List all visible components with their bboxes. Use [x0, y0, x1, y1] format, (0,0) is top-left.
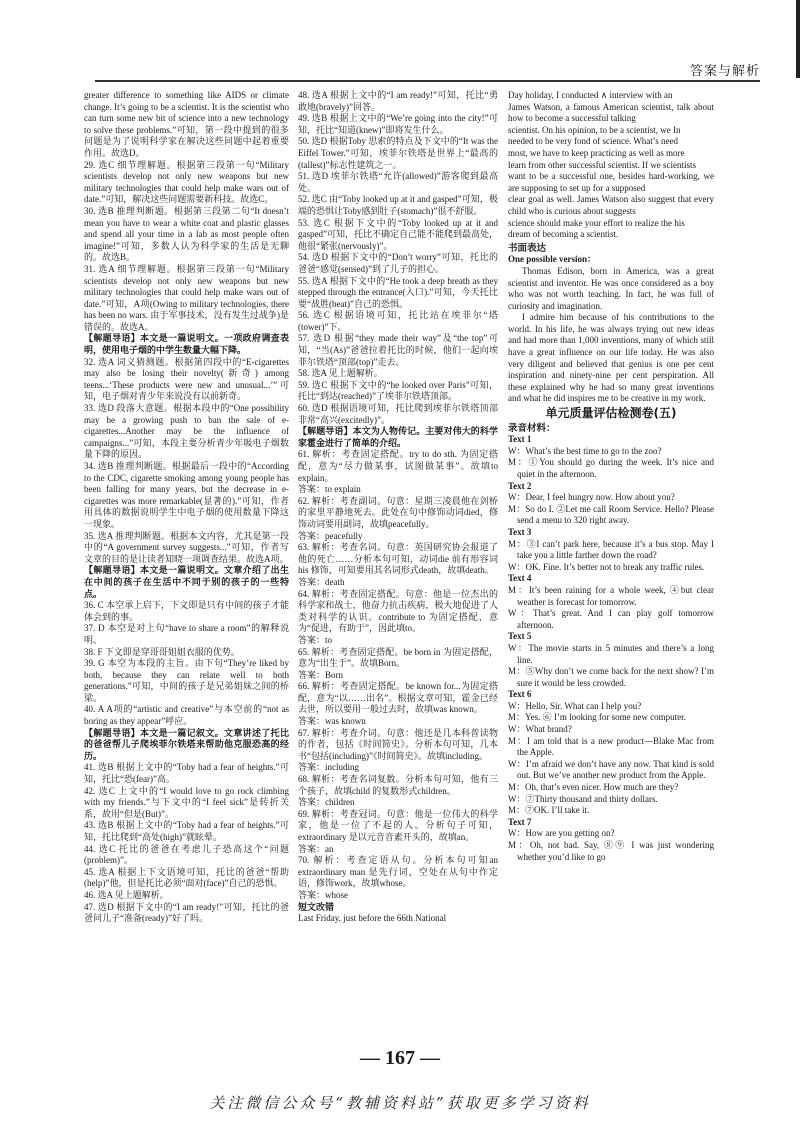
answer-item: 答案：including [298, 762, 359, 773]
dialogue-line: M：⑦OK. I’ll take it. [508, 805, 590, 816]
unit-title: 单元质量评估检测卷(五) [545, 406, 677, 421]
listening-text-label: Text 4 [508, 573, 532, 584]
answer-item: 33. 选D 段落大意题。根据本段中的“One possibility may be a growing push to ban the sale of e-cigarettes...Another may be the influence of campaigns...”可知，本段主要分析青少年吸电子烟数量下降的原因。 [84, 403, 289, 460]
dialogue-line: W：What brand? [508, 724, 572, 735]
writing-block [508, 266, 714, 405]
listening-text-label: Text 1 [508, 434, 532, 445]
answer-item: 55. 选A 根据下文中的“He took a deep breath as they stepped through the entrance(入口).”可知，今天托比要“战胜(beat)”自己的恐惧。 [298, 275, 498, 309]
dialogue-line: W：I’m afraid we don’t have any now. That kind is sold out. But we’ve another new product from the Apple. [508, 758, 714, 781]
answer-item: 答案：peacefully [298, 530, 363, 541]
answer-item: 60. 选D 根据语境可知，托比爬到埃菲尔铁塔顶部非常“高兴(excitedly)”。 [298, 403, 498, 425]
correction-line: James Watson, a famous American scientist, talk about how to become a successful talking [508, 101, 714, 124]
answer-item: 答案：to explain [298, 484, 361, 495]
header-rule [95, 80, 760, 82]
dialogue-line: W：Hello, Sir. What can I help you? [508, 700, 642, 711]
answer-item: 45. 选A 根据上下文语境可知，托比的爸爸“帮助(help)”他，但是托比必须“面对(face)”自己的恐惧。 [84, 866, 289, 889]
answer-item: 答案：was known [298, 716, 366, 727]
listening-text-label: Text 2 [508, 480, 532, 491]
dialogue-line: M：Yes. ⑥ I’m looking for some new computer. [508, 712, 686, 723]
answer-item: 31. 选A 细节理解题。根据第三段第一句“Military scientists develop not only new weapons but new military technologies that could help make wars out of date.”可知，A项(Owing to military technologies, there has been no wars. 由于军事技术，没有发生过战争)是错误的。故选A。 [84, 263, 289, 332]
answer-item: 答案：whose [298, 889, 348, 900]
listening-text-label: Text 3 [508, 526, 532, 537]
correction-line: Day holiday, I conducted ∧ interview with an [508, 90, 673, 100]
answer-item: 答案：to [298, 634, 333, 645]
answer-item: 29. 选C 细节理解题。根据第三段第一句“Military scientists develop not only new weapons but new military technologies that could help make wars out of date.”可知，解决这些问题需要新科技。故选C。 [84, 159, 289, 205]
answer-item: 30. 选B 推理判断题。根据第三段第二句“It doesn’t mean you have to wear a white coat and plastic glasses and spend all your time in a lab as most people often imagine!”可知，多数人认为科学家的生活是无聊的。故选B。 [84, 205, 289, 263]
answer-item: 65. 解析：考查固定搭配。be born in 为固定搭配，意为“出生于”。故填Born。 [298, 646, 498, 669]
listening-text-label: Text 5 [508, 631, 532, 642]
answer-item: 答案：Born [298, 669, 344, 680]
answer-item: 【解题导语】本文为人物传记。主要对伟大的科学家霍金进行了简单的介绍。 [298, 426, 498, 448]
correction-line: science should make your effort to realize the his [508, 217, 685, 228]
answer-item: 短文改错 [298, 901, 335, 912]
answer-item: 52. 选C 由“Toby looked up at it and gasped”可知，极端的恐惧让Toby感到肚子(stomach)”很不舒服。 [298, 194, 498, 216]
answer-item: 【解题导语】本文是一篇说明文。文章介绍了出生在中间的孩子在生活中不同于别的孩子的一些特点。 [84, 565, 289, 599]
answer-item: 69. 解析：考查冠词。句意：他是一位伟大的科学家，他是一位了不起的人。分析句子可知，extraordinary 是以元音音素开头的，故填an。 [298, 808, 498, 842]
answer-item: 50. 选D 根据Toby 思索的特点及下文中的“It was the Eiffel Tower.”可知，埃菲尔铁塔是世界上“最高的(tallest)”标志性建筑之一。 [298, 136, 498, 170]
answer-item: 70. 解析：考查定语从句。分析本句可知an extraordinary man 是先行词，空处在从句中作定语，修饰work，故填whose。 [298, 855, 498, 889]
answer-item: 答案：death [298, 576, 345, 587]
dialogue-line: W：⑦Thirty thousand and thirty dollars. [508, 793, 658, 804]
answer-item: 36. C 本空承上启下，下文即是只有中间的孩子才能体会到的事。 [84, 600, 289, 622]
answer-item: 68. 解析：考查名词复数。分析本句可知，他有三个孩子，故填child 的复数形式children。 [298, 774, 498, 796]
answer-item: 47. 选D 根据下文中的“I am ready!”可知，托比的爸爸问儿子“准备(ready)”好了吗。 [84, 901, 289, 924]
answer-item: 35. 选A 推理判断题。根据本文内容，尤其是第一段中的“A government survey suggests...”可知，作者写文章的目的是让读者知晓一项调查结果。故选A项。 [84, 530, 289, 564]
writing-paragraph: I admire him because of his contributions to the world. In his life, he was always trying out new ideas and had more than 1,000 inventions, many of which still have a great influence on our life today. He was also very diligent and believed that genius is one per cent inspiration and ninety-nine per cent perspiration. All these explained why he had so many great inventions and what he did inspires me to be creative in my work. [508, 312, 714, 404]
answer-item: 56. 选C 根据语境可知，托比站在埃菲尔“塔(tower)”下。 [298, 310, 498, 332]
dialogue-line: M：It’s been raining for a whole week, ④but clear weather is forecast for tomorrow. [508, 584, 714, 607]
answer-item: 46. 选A 见上题解析。 [84, 889, 169, 900]
answer-item: 44. 选C 托比的爸爸在考虑儿子恐高这个“问题(problem)”。 [84, 843, 289, 866]
writing-subheading: One possible version： [508, 254, 597, 265]
answer-item: 39. G 本空为本段的主旨。由下句“They’re liked by both, because they can relate well to both generations.”可知，中间的孩子是兄弟姐妹之间的桥梁。 [84, 658, 289, 703]
answer-item: greater difference to something like AIDS or climate change. It’s going to be a scientist. It is the scientist who can turn some new bit of science into a new technology to solve these problems.”可知，第一段中提到的很多问题是为了说明科学家在解决这些问题中起着重要作用。故选D。 [84, 90, 289, 158]
answer-item: 答案：children [298, 797, 355, 808]
answer-item: 64. 解析：考查固定搭配。句意：他是一位杰出的科学家和战士，他奋力抗击疾病，极大地促进了人类对科学的认识。contribute to 为固定搭配，意为“促进，有助于”，因此填to。 [298, 588, 498, 634]
answer-item: 答案：an [298, 843, 334, 854]
answer-item: 34. 选B 推理判断题。根据最后一段中的“According to the CDC, cigarette smoking among young people has been falling for many years, but the decrease in e-cigarettes was more remarkable(显著的).”可知，作者用具体的数据说明学生中电子烟的使用数量下降这一现象。 [84, 461, 289, 529]
answer-item: 54. 选D 根据下文中的“Don’t worry”可知，托比的爸爸“感觉(sensed)”到了儿子的担心。 [298, 252, 498, 274]
error-correction-block [508, 90, 714, 241]
dialogue-line: W：OK. Fine. It’s better not to break any traffic rules. [508, 561, 705, 572]
listening-text-label: Text 6 [508, 689, 532, 700]
dialogue-line: W：Dear, I feel hungry now. How about you? [508, 492, 675, 503]
column-left [84, 90, 289, 1040]
writing-heading: 书面表达 [508, 242, 547, 254]
answer-item: 32. 选A 词义猜测题。根据第四段中的“E-cigarettes may also be losing their novelty(新奇) among teens...‘These products were new and unusual...’”可知，电子烟对青少年来说没有以前新奇。 [84, 356, 289, 402]
answer-item: 38. F 下文即是穿哥哥姐姐衣服的优势。 [84, 646, 240, 657]
dialogue-line: M：⑤Why don’t we come back for the next show? I’m sure it would be less crowded. [508, 666, 714, 688]
answer-item: 51. 选D 埃菲尔铁塔“允许(allowed)”游客爬到最高处。 [298, 171, 498, 193]
listening-text-label: Text 7 [508, 816, 532, 827]
correction-line: dream of becoming a scientist. [508, 229, 619, 240]
answer-item: 【解题导语】本文是一篇说明文。一项政府调查表明，使用电子烟的中学生数量大幅下降。 [84, 333, 289, 356]
answer-item: 58. 选A 见上题解析。 [298, 368, 383, 379]
header-title: 答案与解析 [689, 64, 760, 79]
page-edge-mark [796, 0, 800, 78]
answer-item: 48. 选A 根据上文中的“I am ready!”可知，托比“勇敢地(bravely)”回答。 [298, 90, 498, 112]
dialogue-line: M：I am told that is a new product—Blake Mac from the Apple. [508, 735, 714, 758]
dialogue-line: M：③I can’t park here, because it’s a bus stop. May I take you a little farther down the road? [508, 538, 714, 561]
answer-item: 62. 解析：考查副词。句意：星期三凌晨他在剑桥的家里平静地死去。此处在句中修饰动词died，修饰动词要用副词，故填peacefully。 [298, 495, 498, 529]
answer-item: 【解题导语】本文是一篇记叙文。文章讲述了托比的爸爸帮儿子爬埃菲尔铁塔来帮助他克服恐高的经历。 [84, 727, 289, 761]
answer-item: Last Friday, just before the 66th National [298, 913, 447, 924]
correction-line: scientist. On his opinion, to be a scientist, we In [508, 124, 681, 135]
writing-paragraph: Thomas Edison, born in America, was a great scientist and inventor. He was once considered as a boy who was not worth teaching. In fact, he was full of curiosity and imagination. [508, 265, 714, 311]
dialogue-line: W：What’s the best time to go to the zoo? [508, 445, 662, 456]
dialogue-line: W：The movie starts in 5 minutes and there’s a long line. [508, 642, 714, 665]
dialogue-line: M：Oh, not bad. Say, ⑧⑨ I was just wondering whether you’d like to go [508, 840, 714, 862]
correction-line: most, we have to keep practicing as well as more [508, 147, 685, 158]
answer-item: 63. 解析：考查名词。句意：英国研究协会报道了他的死亡……分析本句可知，动词die 前有形容词his 修饰，可知要用其名词形式death，故填death。 [298, 542, 498, 576]
correction-line: want to be a successful one, besides hard-working, we are supposing to set up for a supposed [508, 171, 714, 193]
answer-item: 40. A A项的“artistic and creative”与本空前的“not as boring as they appear”呼应。 [84, 704, 289, 727]
answer-item: 53. 选C 根据下文中的“Toby looked up at it and gasped”可知，托比不确定自己能不能爬到最高处，他很“紧张(nervously)”。 [298, 217, 498, 251]
dialogue-line: M：So do I. ②Let me call Room Service. Hello? Please send a menu to 320 right away. [508, 503, 714, 526]
answer-columns [84, 90, 712, 1040]
answer-item: 37. D 本空是对上句“have to share a room”的解释说明。 [84, 623, 289, 645]
correction-line: needed to be very fond of science. What’s need [508, 136, 679, 147]
correction-line: learn from other successful scientist. If we scientists [508, 159, 696, 170]
listening-heading: 录音材料： [508, 422, 556, 434]
listening-block [508, 434, 714, 863]
answer-item: 57. 选D 根据“they made their way”及“the top”可知，“当(As)”爸爸拉着托比的时候，他们一起向埃菲尔铁塔“顶部(top)”走去。 [298, 333, 498, 367]
answer-item: 67. 解析：考查介词。句意：他还是几本科普读物的作者，包括《时间简史》。分析本句可知，几本书“包括(including)”《时间简史》。故填including。 [298, 727, 498, 761]
answer-item: 42. 选C 上文中的“I would love to go rock climbing with my friends.”与下文中的“I feel sick”是转折关系，故用“但是(But)”。 [84, 785, 289, 819]
column-middle [298, 90, 498, 1040]
footer-note: 关注微信公众号“教辅资料站”获取更多学习资料 [209, 1094, 591, 1112]
answer-item: 66. 解析：考查固定搭配。be known for...为固定搭配，意为“以……出名”。根据文章可知，霍金已经去世，所以要用一般过去时，故填was known。 [298, 681, 498, 715]
dialogue-line: M：①You should go during the week. It’s nice and quiet in the afternoon. [508, 457, 714, 479]
dialogue-line: W：That’s great. And I can play golf tomorrow afternoon. [508, 608, 714, 630]
answer-item: 61. 解析：考查固定搭配。try to do sth. 为固定搭配，意为“尽力做某事，试图做某事”。故填to explain。 [298, 449, 498, 483]
page-header [95, 0, 760, 86]
dialogue-line: M：Oh, that’s even nicer. How much are they? [508, 782, 679, 793]
dialogue-line: W：How are you getting on? [508, 828, 615, 839]
answer-item: 59. 选C 根据下文中的“he looked over Paris”可知，托比“到达(reached)”了埃菲尔铁塔顶部。 [298, 379, 498, 402]
correction-line: clear goal as well. James Watson also suggest that every child who is curious about suggests [508, 194, 714, 216]
page-number: — 167 — [360, 1047, 440, 1069]
column-right [508, 90, 714, 1040]
answer-item: 41. 选B 根据上文中的“Toby had a fear of heights.”可知，托比“恐(fear)”高。 [84, 762, 289, 785]
answer-item: 49. 选B 根据上文中的“We’re going into the city!”可知，托比“知道(knew)”即将发生什么。 [298, 113, 498, 135]
answer-item: 43. 选B 根据上文中的“Toby had a fear of heights.”可知，托比爬到“高处(high)”就眩晕。 [84, 820, 289, 842]
